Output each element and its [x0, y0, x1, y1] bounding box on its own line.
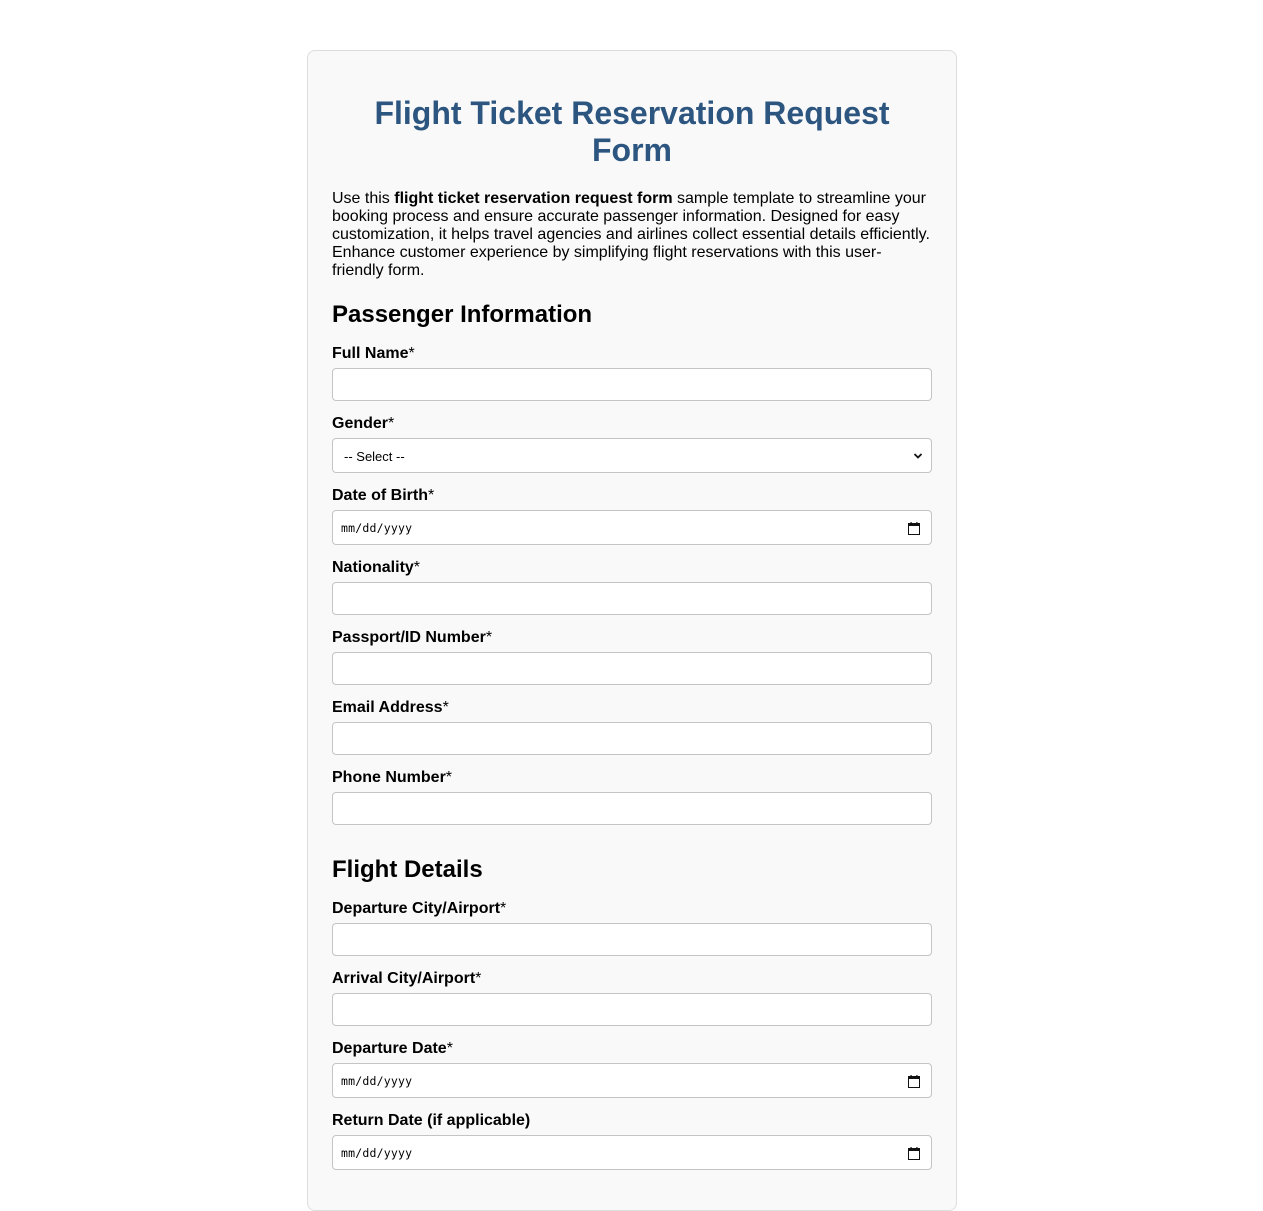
required-marker: *	[500, 900, 507, 917]
nationality-input[interactable]	[332, 582, 932, 615]
field-departure-date	[332, 1040, 932, 1098]
passport-input[interactable]	[332, 652, 932, 685]
reservation-form-card	[307, 50, 957, 1211]
required-marker: *	[446, 1040, 453, 1057]
departure-date-label	[332, 1040, 932, 1058]
select-value: -- Select --	[344, 449, 405, 464]
field-full-name	[332, 345, 932, 401]
required-marker: *	[442, 699, 449, 716]
nationality-label	[332, 559, 932, 577]
calendar-icon[interactable]	[908, 1075, 920, 1088]
full-name-label	[332, 345, 932, 363]
section-heading-flight: Flight Details	[332, 856, 483, 883]
gender-select[interactable]	[332, 438, 932, 473]
section-heading-passenger: Passenger Information	[332, 301, 593, 328]
label-text: Gender	[332, 415, 389, 432]
dob-date-input[interactable]	[332, 510, 932, 545]
field-date-of-birth	[332, 487, 932, 545]
label-text: Arrival City/Airport	[332, 970, 476, 987]
departure-date-input[interactable]	[332, 1063, 932, 1098]
field-email	[332, 699, 932, 755]
label-text: Date of Birth	[332, 487, 428, 504]
return-date-input[interactable]	[332, 1135, 932, 1170]
label-text: Phone Number	[332, 769, 446, 786]
phone-input[interactable]	[332, 792, 932, 825]
label-text: Return Date (if applicable)	[332, 1112, 531, 1129]
intro-prefix: Use this	[332, 190, 395, 207]
field-nationality	[332, 559, 932, 615]
label-text: Departure City/Airport	[332, 900, 501, 917]
email-label	[332, 699, 932, 717]
calendar-icon[interactable]	[908, 522, 920, 535]
required-marker: *	[445, 769, 453, 786]
intro-bold: flight ticket reservation request form	[394, 190, 673, 207]
label-text: Departure Date	[332, 1040, 447, 1057]
return-date-label	[332, 1112, 932, 1130]
field-gender	[332, 415, 932, 473]
required-marker: *	[485, 629, 493, 646]
date-placeholder: mm/dd/yyyy	[341, 521, 413, 535]
field-passport	[332, 629, 932, 685]
departure-city-label	[332, 900, 932, 918]
required-marker: *	[408, 345, 415, 362]
intro-suffix: sample template to streamline your booking process and ensure accurate passenger information. Designed for easy customization, it helps travel agencies and airlines collect essential details efficiently. Enhance customer experience by simplifying flight reservations with this user-friendly form.	[332, 190, 930, 279]
arrival-city-label	[332, 970, 932, 988]
label-text: Nationality	[332, 559, 414, 576]
required-marker: *	[428, 487, 435, 504]
phone-label	[332, 769, 932, 787]
date-placeholder: mm/dd/yyyy	[341, 1074, 413, 1088]
required-marker: *	[388, 415, 395, 432]
field-departure-city	[332, 900, 932, 956]
field-arrival-city	[332, 970, 932, 1026]
field-phone	[332, 769, 932, 825]
page-title: Flight Ticket Reservation Request Form	[374, 95, 890, 168]
form-intro	[332, 190, 932, 280]
required-marker: *	[413, 559, 421, 576]
dob-label	[332, 487, 932, 505]
passport-label	[332, 629, 932, 647]
label-text: Passport/ID Number	[332, 629, 486, 646]
label-text: Email Address	[332, 699, 443, 716]
date-placeholder: mm/dd/yyyy	[341, 1146, 413, 1160]
calendar-icon[interactable]	[908, 1147, 920, 1160]
departure-city-input[interactable]	[332, 923, 932, 956]
chevron-down-icon	[913, 451, 923, 461]
label-text: Full Name	[332, 345, 409, 362]
required-marker: *	[475, 970, 482, 987]
field-return-date	[332, 1112, 932, 1170]
arrival-city-input[interactable]	[332, 993, 932, 1026]
full-name-input[interactable]	[332, 368, 932, 401]
gender-label	[332, 415, 932, 433]
email-input[interactable]	[332, 722, 932, 755]
